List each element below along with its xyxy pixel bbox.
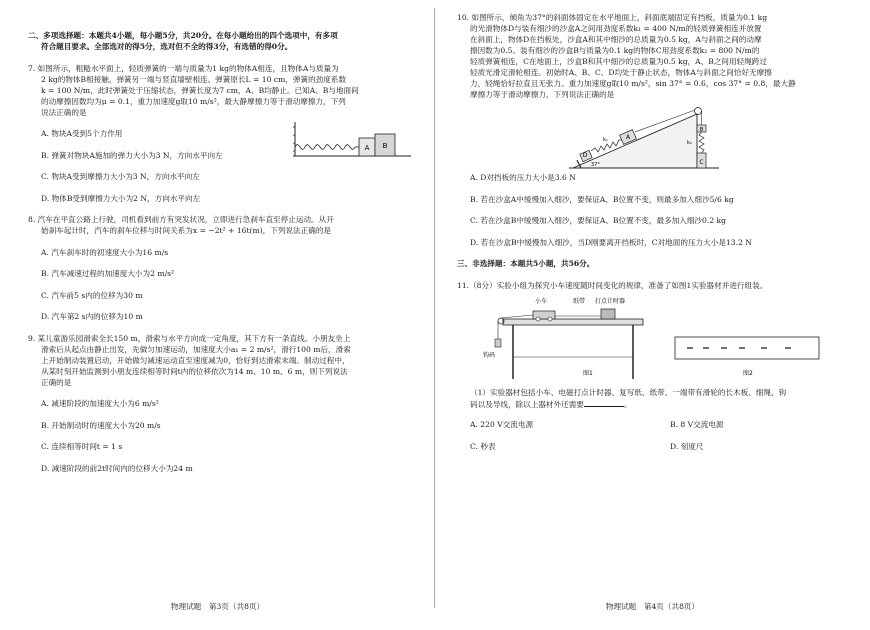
q11-option-c[interactable]: C. 秒表 [470,441,496,451]
question-9: 9. 某儿童游乐园滑索全长150 m，滑索与水平方向成一定角度，其下方有一条直线。小朋友坐上 滑索后从起点由静止出发，先做匀加速运动，加速度大小a₁ = 2 m/s²，滑行100 m后，滑索 上开始制动装置启动，开始做匀减速运动直至速度减为0，恰好到达滑索末端。制动过程中， 从某时刻开始监测到小朋友连续相等时间t内的位移依次为14 m、10 m、6 m，则下列说法 正确的是 A. 减速阶段的加速度大小为6 m/s² B. 开始制动时的速度大小为20 m/s C. 连续相等时间t = 1 s D. 减速阶段的前2t时间内的位移大小为24 m [28,333,421,474]
q8-option-b[interactable]: B. 汽车减速过程的加速度大小为2 m/s² [41,269,175,278]
q7-option-d[interactable]: D. 物体B受到摩擦力大小为2 N，方向水平向左 [41,193,201,203]
q10-option-b[interactable]: B. 若在沙盒A中缓慢加入细沙，要保证A、B位置不变，则最多加入细沙5/6 kg [470,194,734,204]
q11-option-a[interactable]: A. 220 V交流电源 [470,420,534,429]
page-footer-left: 物理试题 第3页（共8页） [170,602,265,611]
question-10: 10. 如图所示，倾角为37°的斜面体固定在水平地面上，斜面底端固定有挡板，质量为0.1 kg 的光滑物体D与装有细沙的沙盒A之间用劲度系数k₁ = 400 N/m的轻质弹簧相连并放置 在斜面上，物体D在挡板处，沙盒A和其中细沙的总质量为0.5 kg，A与斜面之间的动摩 擦因数为0.5。装有细沙的沙盒B与质量为0.1 kg的物体C用劲度系数k₂ = 800 N/m的 轻质弹簧相连，C在地面上，沙盒B和其中细沙的总质量为0.5 kg，A、B之间用轻绳跨过 轻质光滑定滑轮相连。初始时A、B、C、D均处于静止状态，物体A与斜面之间恰好无摩擦 力，轻绳恰好拉直且无张力。重力加速度g取10 m/s²，sin 37° = 0.6，cos 37° = 0.8，最大静 摩擦力等于滑动摩擦力，下列说法正确的是 D A B C k₁ k₂ 37° A. D对挡板的压力大小是3.6 N B. 若在沙盒A中缓慢加入细沙，要保证A、B位置不变，则最多加入细沙5/6 kg C. 若在沙盒B中缓慢加入细沙，要保证A、B位置不变，最多加入细沙0.2 kg D. 若在沙盒B中缓慢加入细沙，当D刚要离开挡板时，C对地面的压力大小是13.2 N [457,12,856,248]
q11-figure-2-caption: 图2 [743,369,753,377]
q11-sub1-line2: 码以及导线，除以上器材外还需要 。 [470,399,632,409]
right-page [435,0,870,630]
q10-incline-figure [569,102,719,172]
section2-header: 二、多项选择题：本题共4小题，每小题5分，共20分。在每小题给出的四个选项中，有多项 符合题目要求。全部选对的得5分，选对但不全的得3分，有选错的得0分。 [28,31,338,51]
q9-option-c[interactable]: C. 连续相等时间t = 1 s [41,442,123,451]
q10-label-k2: k₂ [687,140,692,146]
q11-answer-blank[interactable] [584,398,624,407]
q7-option-a[interactable]: A. 物块A受到5个力作用 [41,129,123,138]
page-footer-right: 物理试题 第4页（共8页） [605,602,700,611]
q8-option-d[interactable]: D. 汽车第2 s内的位移为10 m [41,312,143,321]
q10-option-c[interactable]: C. 若在沙盒B中缓慢加入细沙，要保证A、B位置不变，最多加入细沙0.2 kg [470,216,726,225]
q9-option-b[interactable]: B. 开始制动时的速度大小为20 m/s [41,420,161,430]
q10-option-a[interactable]: A. D对挡板的压力大小是3.6 N [470,173,576,182]
question-11: 11.（8分）实验小组为探究小车速度随时间变化的规律，准备了如图1实验器材并进行组装。 小车 纸带 打点计时器 钩码 图1 图2 （1）实验器材包括小车、电磁打点计时器、复写纸、纸带、一端带有滑轮的长木板、细绳、钩 码以及导线，除以上器材外还需要 。 A. 220 V交流电源 B. 8 V交流电源 C. 秒表 D. 刻度尺 [457,280,856,452]
q11-tape-figure-2 [673,323,823,383]
q9-option-a[interactable]: A. 减速阶段的加速度大小为6 m/s² [41,399,159,408]
q11-option-b[interactable]: B. 8 V交流电源 [670,420,724,429]
q10-label-k1: k₁ [603,137,608,143]
q11-label-weights: 钩码 [483,351,496,359]
q10-label-d: D [582,152,588,159]
q10-label-angle: 37° [591,162,600,168]
q11-label-cart: 小车 [535,297,548,305]
q10-label-b: B [699,127,704,133]
q7-label-b: B [382,142,388,150]
q11-label-tape: 纸带 [573,297,586,305]
q7-option-c[interactable]: C. 物块A受到摩擦力大小为3 N，方向水平向左 [41,172,200,181]
q7-spring-block-figure [293,120,413,160]
q9-option-d[interactable]: D. 减速阶段的前2t时间内的位移大小为24 m [41,463,193,473]
q11-label-timer: 打点计时器 [595,297,626,305]
q11-option-d[interactable]: D. 刻度尺 [670,441,704,451]
q8-option-c[interactable]: C. 汽车前5 s内的位移为30 m [41,290,143,300]
question-8: 8. 汽车在平直公路上行驶，司机看到前方有突发状况，立即进行急刹车直至停止运动。从开 始刹车起计时，汽车的刹车位移与时间关系为x = −2t² + 16t(m)，下列说法正确的是 A. 汽车刹车时的初速度大小为16 m/s B. 汽车减速过程的加速度大小为2 m/s² C. 汽车前5 s内的位移为30 m D. 汽车第2 s内的位移为10 m [28,214,421,322]
q10-label-c: C [699,159,704,166]
q10-option-d[interactable]: D. 若在沙盒B中缓慢加入细沙，当D刚要离开挡板时，C对地面的压力大小是13.2 N [470,237,752,247]
q7-option-b[interactable]: B. 弹簧对物块A施加的弹力大小为3 N，方向水平向左 [41,150,223,160]
q11-apparatus-figure-1 [483,295,653,383]
q10-label-a: A [625,134,631,141]
q8-option-a[interactable]: A. 汽车刹车时的初速度大小为16 m/s [41,247,169,257]
section3-header: 三、非选择题：本题共5小题，共56分。 [457,259,595,268]
q7-label-a: A [364,144,370,152]
q11-figure-1-caption: 图1 [583,369,593,377]
question-7: 7. 如图所示，粗糙水平面上，轻质弹簧的一端与质量为1 kg的物体A相连，且物体A与质量为 2 kg的物体B相接触，弹簧另一端与竖直墙壁相连。弹簧原长L = 10 cm，弹簧的劲度系数 k = 100 N/m，此时弹簧处于压缩状态，弹簧长度为7 cm，A、B均静止。已知A、B与地面间 的动摩擦因数均为μ = 0.1，重力加速度g取10 m/s²，最大静摩擦力等于滑动摩擦力，下列 说法正确的是 A. 物块A受到5个力作用 B. 弹簧对物块A施加的弹力大小为3 N，方向水平向左 C. 物块A受到摩擦力大小为3 N，方向水平向左 D. 物体B受到摩擦力大小为2 N，方向水平向左 A B [28,63,421,204]
